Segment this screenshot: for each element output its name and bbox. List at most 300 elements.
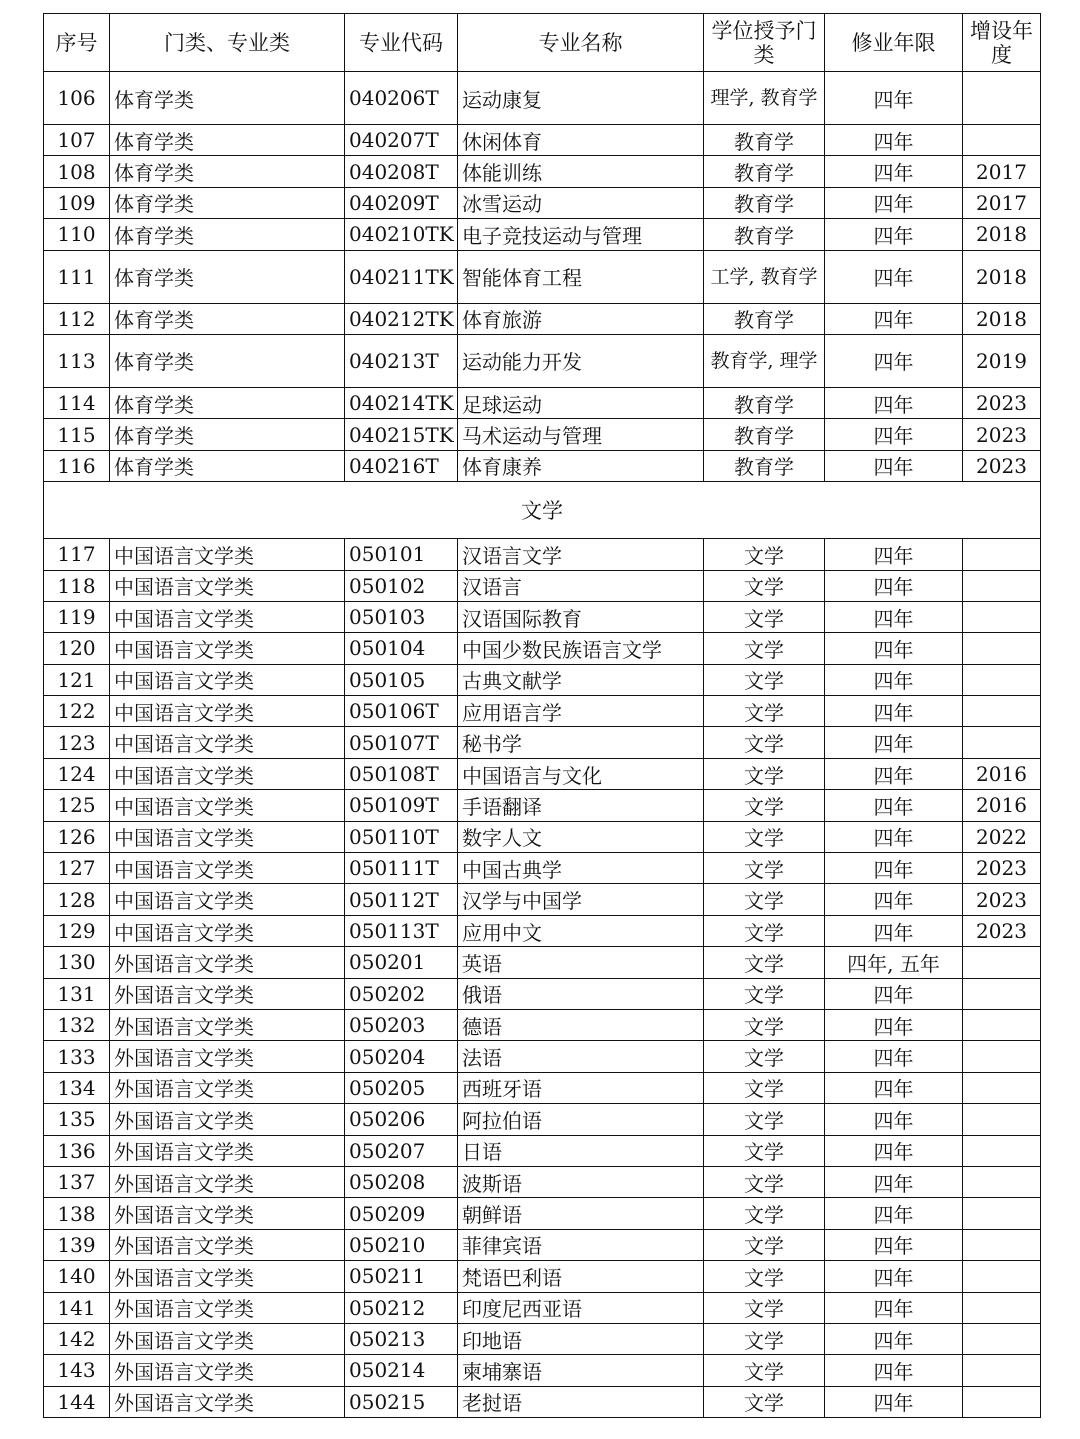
table-row — [44, 1104, 1041, 1135]
table-row — [44, 601, 1041, 632]
duration-cell: 四年 — [825, 1355, 963, 1386]
duration-cell: 四年 — [825, 1198, 963, 1229]
table-row — [44, 187, 1041, 218]
category-cell: 外国语言文学类 — [110, 1041, 345, 1072]
category-cell: 体育学类 — [110, 72, 345, 125]
year-cell — [963, 1198, 1041, 1229]
duration-cell: 四年 — [825, 187, 963, 218]
seq-cell: 129 — [44, 915, 110, 946]
degree-cell: 文学 — [704, 696, 825, 727]
code-cell: 050205 — [345, 1072, 458, 1103]
duration-cell: 四年 — [825, 821, 963, 852]
category-cell: 外国语言文学类 — [110, 1198, 345, 1229]
seq-cell: 139 — [44, 1229, 110, 1260]
year-cell — [963, 1104, 1041, 1135]
code-cell: 050108T — [345, 758, 458, 789]
name-cell: 运动能力开发 — [458, 334, 704, 387]
year-cell: 2016 — [963, 790, 1041, 821]
code-cell: 040214TK — [345, 387, 458, 418]
category-cell: 外国语言文学类 — [110, 947, 345, 978]
category-cell: 外国语言文学类 — [110, 1261, 345, 1292]
degree-cell: 教育学 — [704, 156, 825, 187]
name-cell: 古典文献学 — [458, 664, 704, 695]
name-cell: 印地语 — [458, 1323, 704, 1354]
degree-cell: 文学 — [704, 539, 825, 570]
degree-cell: 理学, 教育学 — [704, 72, 825, 125]
year-cell — [963, 696, 1041, 727]
table-row — [44, 539, 1041, 570]
name-cell: 足球运动 — [458, 387, 704, 418]
year-cell — [963, 601, 1041, 632]
year-cell: 2019 — [963, 334, 1041, 387]
name-cell: 手语翻译 — [458, 790, 704, 821]
table-header — [44, 14, 1041, 72]
name-cell: 中国古典学 — [458, 853, 704, 884]
year-cell — [963, 727, 1041, 758]
section-heading: 文学 — [44, 482, 1041, 539]
seq-cell: 135 — [44, 1104, 110, 1135]
seq-cell: 106 — [44, 72, 110, 125]
code-cell: 050204 — [345, 1041, 458, 1072]
category-cell: 中国语言文学类 — [110, 727, 345, 758]
duration-cell: 四年 — [825, 1135, 963, 1166]
year-cell — [963, 1386, 1041, 1417]
degree-cell: 文学 — [704, 915, 825, 946]
duration-cell: 四年 — [825, 664, 963, 695]
header-name: 专业名称 — [458, 14, 704, 72]
seq-cell: 136 — [44, 1135, 110, 1166]
table-row — [44, 884, 1041, 915]
code-cell: 040215TK — [345, 419, 458, 450]
duration-cell: 四年 — [825, 1261, 963, 1292]
table-body — [44, 72, 1041, 1418]
table-row — [44, 1166, 1041, 1197]
degree-cell: 文学 — [704, 1261, 825, 1292]
seq-cell: 121 — [44, 664, 110, 695]
duration-cell: 四年 — [825, 1386, 963, 1417]
seq-cell: 127 — [44, 853, 110, 884]
name-cell: 中国语言与文化 — [458, 758, 704, 789]
degree-cell: 文学 — [704, 727, 825, 758]
category-cell: 中国语言文学类 — [110, 821, 345, 852]
year-cell: 2023 — [963, 419, 1041, 450]
category-cell: 体育学类 — [110, 219, 345, 250]
table-row — [44, 664, 1041, 695]
code-cell: 050211 — [345, 1261, 458, 1292]
name-cell: 阿拉伯语 — [458, 1104, 704, 1135]
seq-cell: 137 — [44, 1166, 110, 1197]
category-cell: 体育学类 — [110, 334, 345, 387]
header-year: 增设年度 — [963, 14, 1041, 72]
seq-cell: 120 — [44, 633, 110, 664]
degree-cell: 教育学 — [704, 125, 825, 156]
degree-cell: 教育学 — [704, 387, 825, 418]
code-cell: 050102 — [345, 570, 458, 601]
name-cell: 汉学与中国学 — [458, 884, 704, 915]
degree-cell: 文学 — [704, 1355, 825, 1386]
duration-cell: 四年 — [825, 419, 963, 450]
table-row — [44, 303, 1041, 334]
code-cell: 050105 — [345, 664, 458, 695]
duration-cell: 四年 — [825, 915, 963, 946]
year-cell: 2022 — [963, 821, 1041, 852]
category-cell: 外国语言文学类 — [110, 1229, 345, 1260]
name-cell: 梵语巴利语 — [458, 1261, 704, 1292]
category-cell: 体育学类 — [110, 156, 345, 187]
seq-cell: 131 — [44, 978, 110, 1009]
table-row — [44, 334, 1041, 387]
code-cell: 040213T — [345, 334, 458, 387]
code-cell: 050112T — [345, 884, 458, 915]
code-cell: 050113T — [345, 915, 458, 946]
name-cell: 电子竞技运动与管理 — [458, 219, 704, 250]
table-row — [44, 947, 1041, 978]
seq-cell: 114 — [44, 387, 110, 418]
degree-cell: 教育学 — [704, 303, 825, 334]
duration-cell: 四年 — [825, 570, 963, 601]
degree-cell: 文学 — [704, 821, 825, 852]
seq-cell: 138 — [44, 1198, 110, 1229]
code-cell: 040212TK — [345, 303, 458, 334]
duration-cell: 四年 — [825, 1072, 963, 1103]
name-cell: 体育旅游 — [458, 303, 704, 334]
duration-cell: 四年 — [825, 334, 963, 387]
category-cell: 中国语言文学类 — [110, 601, 345, 632]
year-cell: 2023 — [963, 853, 1041, 884]
table-row — [44, 853, 1041, 884]
year-cell — [963, 539, 1041, 570]
table-row — [44, 450, 1041, 481]
name-cell: 体育康养 — [458, 450, 704, 481]
header-code: 专业代码 — [345, 14, 458, 72]
table-row — [44, 1386, 1041, 1417]
table-row — [44, 219, 1041, 250]
code-cell: 050103 — [345, 601, 458, 632]
table-row — [44, 633, 1041, 664]
name-cell: 法语 — [458, 1041, 704, 1072]
year-cell — [963, 1041, 1041, 1072]
name-cell: 朝鲜语 — [458, 1198, 704, 1229]
degree-cell: 教育学 — [704, 419, 825, 450]
duration-cell: 四年 — [825, 125, 963, 156]
header-seq: 序号 — [44, 14, 110, 72]
seq-cell: 142 — [44, 1323, 110, 1354]
table-row — [44, 915, 1041, 946]
year-cell — [963, 1261, 1041, 1292]
table-row — [44, 1009, 1041, 1040]
category-cell: 外国语言文学类 — [110, 1104, 345, 1135]
duration-cell: 四年 — [825, 450, 963, 481]
code-cell: 040211TK — [345, 250, 458, 303]
table-row — [44, 387, 1041, 418]
category-cell: 体育学类 — [110, 303, 345, 334]
degree-cell: 文学 — [704, 884, 825, 915]
duration-cell: 四年 — [825, 601, 963, 632]
category-cell: 中国语言文学类 — [110, 758, 345, 789]
degree-cell: 文学 — [704, 664, 825, 695]
seq-cell: 134 — [44, 1072, 110, 1103]
seq-cell: 115 — [44, 419, 110, 450]
duration-cell: 四年 — [825, 1229, 963, 1260]
name-cell: 日语 — [458, 1135, 704, 1166]
seq-cell: 126 — [44, 821, 110, 852]
code-cell: 050215 — [345, 1386, 458, 1417]
code-cell: 050207 — [345, 1135, 458, 1166]
code-cell: 050209 — [345, 1198, 458, 1229]
code-cell: 050110T — [345, 821, 458, 852]
name-cell: 马术运动与管理 — [458, 419, 704, 450]
year-cell — [963, 947, 1041, 978]
table-row — [44, 727, 1041, 758]
category-cell: 中国语言文学类 — [110, 884, 345, 915]
category-cell: 外国语言文学类 — [110, 1386, 345, 1417]
degree-cell: 文学 — [704, 1041, 825, 1072]
year-cell — [963, 1355, 1041, 1386]
year-cell — [963, 72, 1041, 125]
year-cell — [963, 978, 1041, 1009]
category-cell: 外国语言文学类 — [110, 978, 345, 1009]
seq-cell: 107 — [44, 125, 110, 156]
code-cell: 050109T — [345, 790, 458, 821]
seq-cell: 111 — [44, 250, 110, 303]
year-cell — [963, 1166, 1041, 1197]
degree-cell: 文学 — [704, 601, 825, 632]
year-cell — [963, 1072, 1041, 1103]
duration-cell: 四年 — [825, 539, 963, 570]
degree-cell: 文学 — [704, 1323, 825, 1354]
degree-cell: 文学 — [704, 790, 825, 821]
header-row — [44, 14, 1041, 72]
duration-cell: 四年 — [825, 790, 963, 821]
duration-cell: 四年 — [825, 727, 963, 758]
degree-cell: 教育学 — [704, 219, 825, 250]
code-cell: 040207T — [345, 125, 458, 156]
category-cell: 体育学类 — [110, 419, 345, 450]
code-cell: 050104 — [345, 633, 458, 664]
category-cell: 体育学类 — [110, 387, 345, 418]
year-cell: 2017 — [963, 187, 1041, 218]
code-cell: 050203 — [345, 1009, 458, 1040]
seq-cell: 130 — [44, 947, 110, 978]
name-cell: 中国少数民族语言文学 — [458, 633, 704, 664]
name-cell: 冰雪运动 — [458, 187, 704, 218]
name-cell: 柬埔寨语 — [458, 1355, 704, 1386]
name-cell: 波斯语 — [458, 1166, 704, 1197]
year-cell: 2016 — [963, 758, 1041, 789]
majors-table — [43, 13, 1041, 1418]
table-row — [44, 1072, 1041, 1103]
seq-cell: 118 — [44, 570, 110, 601]
category-cell: 中国语言文学类 — [110, 570, 345, 601]
category-cell: 外国语言文学类 — [110, 1135, 345, 1166]
degree-cell: 文学 — [704, 1292, 825, 1323]
table-row — [44, 125, 1041, 156]
duration-cell: 四年 — [825, 1041, 963, 1072]
year-cell — [963, 664, 1041, 695]
table-row — [44, 156, 1041, 187]
degree-cell: 文学 — [704, 1135, 825, 1166]
name-cell: 体能训练 — [458, 156, 704, 187]
seq-cell: 112 — [44, 303, 110, 334]
code-cell: 050201 — [345, 947, 458, 978]
seq-cell: 117 — [44, 539, 110, 570]
degree-cell: 文学 — [704, 1229, 825, 1260]
code-cell: 050210 — [345, 1229, 458, 1260]
code-cell: 050213 — [345, 1323, 458, 1354]
duration-cell: 四年 — [825, 1104, 963, 1135]
duration-cell: 四年 — [825, 633, 963, 664]
code-cell: 040206T — [345, 72, 458, 125]
degree-cell: 文学 — [704, 570, 825, 601]
name-cell: 汉语国际教育 — [458, 601, 704, 632]
name-cell: 数字人文 — [458, 821, 704, 852]
table-row — [44, 1292, 1041, 1323]
table-row — [44, 1229, 1041, 1260]
year-cell — [963, 633, 1041, 664]
year-cell — [963, 1292, 1041, 1323]
seq-cell: 124 — [44, 758, 110, 789]
degree-cell: 文学 — [704, 1166, 825, 1197]
seq-cell: 108 — [44, 156, 110, 187]
year-cell — [963, 1009, 1041, 1040]
duration-cell: 四年 — [825, 219, 963, 250]
table-row — [44, 570, 1041, 601]
degree-cell: 文学 — [704, 633, 825, 664]
duration-cell: 四年 — [825, 1009, 963, 1040]
name-cell: 秘书学 — [458, 727, 704, 758]
year-cell: 2023 — [963, 884, 1041, 915]
duration-cell: 四年 — [825, 758, 963, 789]
duration-cell: 四年 — [825, 156, 963, 187]
category-cell: 外国语言文学类 — [110, 1009, 345, 1040]
code-cell: 050111T — [345, 853, 458, 884]
degree-cell: 教育学, 理学 — [704, 334, 825, 387]
degree-cell: 文学 — [704, 1104, 825, 1135]
degree-cell: 教育学 — [704, 450, 825, 481]
category-cell: 中国语言文学类 — [110, 539, 345, 570]
seq-cell: 141 — [44, 1292, 110, 1323]
year-cell: 2023 — [963, 915, 1041, 946]
table-row — [44, 821, 1041, 852]
category-cell: 外国语言文学类 — [110, 1355, 345, 1386]
seq-cell: 110 — [44, 219, 110, 250]
table-row — [44, 1261, 1041, 1292]
seq-cell: 123 — [44, 727, 110, 758]
code-cell: 050214 — [345, 1355, 458, 1386]
section-row — [44, 482, 1041, 539]
category-cell: 中国语言文学类 — [110, 696, 345, 727]
code-cell: 050202 — [345, 978, 458, 1009]
seq-cell: 116 — [44, 450, 110, 481]
name-cell: 智能体育工程 — [458, 250, 704, 303]
code-cell: 050107T — [345, 727, 458, 758]
name-cell: 俄语 — [458, 978, 704, 1009]
category-cell: 外国语言文学类 — [110, 1166, 345, 1197]
year-cell: 2023 — [963, 387, 1041, 418]
duration-cell: 四年 — [825, 303, 963, 334]
table-row — [44, 72, 1041, 125]
seq-cell: 119 — [44, 601, 110, 632]
degree-cell: 文学 — [704, 1198, 825, 1229]
code-cell: 050101 — [345, 539, 458, 570]
code-cell: 050106T — [345, 696, 458, 727]
name-cell: 应用语言学 — [458, 696, 704, 727]
year-cell — [963, 570, 1041, 601]
code-cell: 050206 — [345, 1104, 458, 1135]
seq-cell: 143 — [44, 1355, 110, 1386]
table-row — [44, 419, 1041, 450]
name-cell: 应用中文 — [458, 915, 704, 946]
name-cell: 汉语言 — [458, 570, 704, 601]
degree-cell: 文学 — [704, 978, 825, 1009]
category-cell: 体育学类 — [110, 450, 345, 481]
table-row — [44, 250, 1041, 303]
degree-cell: 文学 — [704, 1072, 825, 1103]
name-cell: 汉语言文学 — [458, 539, 704, 570]
category-cell: 外国语言文学类 — [110, 1292, 345, 1323]
code-cell: 050212 — [345, 1292, 458, 1323]
table-row — [44, 1198, 1041, 1229]
code-cell: 040216T — [345, 450, 458, 481]
duration-cell: 四年 — [825, 853, 963, 884]
degree-cell: 文学 — [704, 853, 825, 884]
year-cell: 2018 — [963, 303, 1041, 334]
category-cell: 中国语言文学类 — [110, 664, 345, 695]
degree-cell: 文学 — [704, 947, 825, 978]
duration-cell: 四年 — [825, 387, 963, 418]
name-cell: 西班牙语 — [458, 1072, 704, 1103]
seq-cell: 113 — [44, 334, 110, 387]
code-cell: 040209T — [345, 187, 458, 218]
duration-cell: 四年 — [825, 884, 963, 915]
category-cell: 中国语言文学类 — [110, 915, 345, 946]
table-row — [44, 1323, 1041, 1354]
duration-cell: 四年 — [825, 72, 963, 125]
seq-cell: 122 — [44, 696, 110, 727]
duration-cell: 四年, 五年 — [825, 947, 963, 978]
category-cell: 体育学类 — [110, 250, 345, 303]
year-cell — [963, 1323, 1041, 1354]
seq-cell: 132 — [44, 1009, 110, 1040]
category-cell: 体育学类 — [110, 187, 345, 218]
year-cell: 2017 — [963, 156, 1041, 187]
code-cell: 050208 — [345, 1166, 458, 1197]
header-duration: 修业年限 — [825, 14, 963, 72]
table-row — [44, 790, 1041, 821]
name-cell: 休闲体育 — [458, 125, 704, 156]
duration-cell: 四年 — [825, 1323, 963, 1354]
table-row — [44, 978, 1041, 1009]
name-cell: 德语 — [458, 1009, 704, 1040]
seq-cell: 133 — [44, 1041, 110, 1072]
header-category: 门类、专业类 — [110, 14, 345, 72]
year-cell: 2018 — [963, 250, 1041, 303]
name-cell: 印度尼西亚语 — [458, 1292, 704, 1323]
duration-cell: 四年 — [825, 1166, 963, 1197]
category-cell: 外国语言文学类 — [110, 1072, 345, 1103]
duration-cell: 四年 — [825, 978, 963, 1009]
table-row — [44, 1135, 1041, 1166]
category-cell: 中国语言文学类 — [110, 790, 345, 821]
category-cell: 中国语言文学类 — [110, 633, 345, 664]
duration-cell: 四年 — [825, 250, 963, 303]
code-cell: 040208T — [345, 156, 458, 187]
name-cell: 老挝语 — [458, 1386, 704, 1417]
year-cell — [963, 125, 1041, 156]
table-row — [44, 1355, 1041, 1386]
year-cell — [963, 1229, 1041, 1260]
seq-cell: 109 — [44, 187, 110, 218]
